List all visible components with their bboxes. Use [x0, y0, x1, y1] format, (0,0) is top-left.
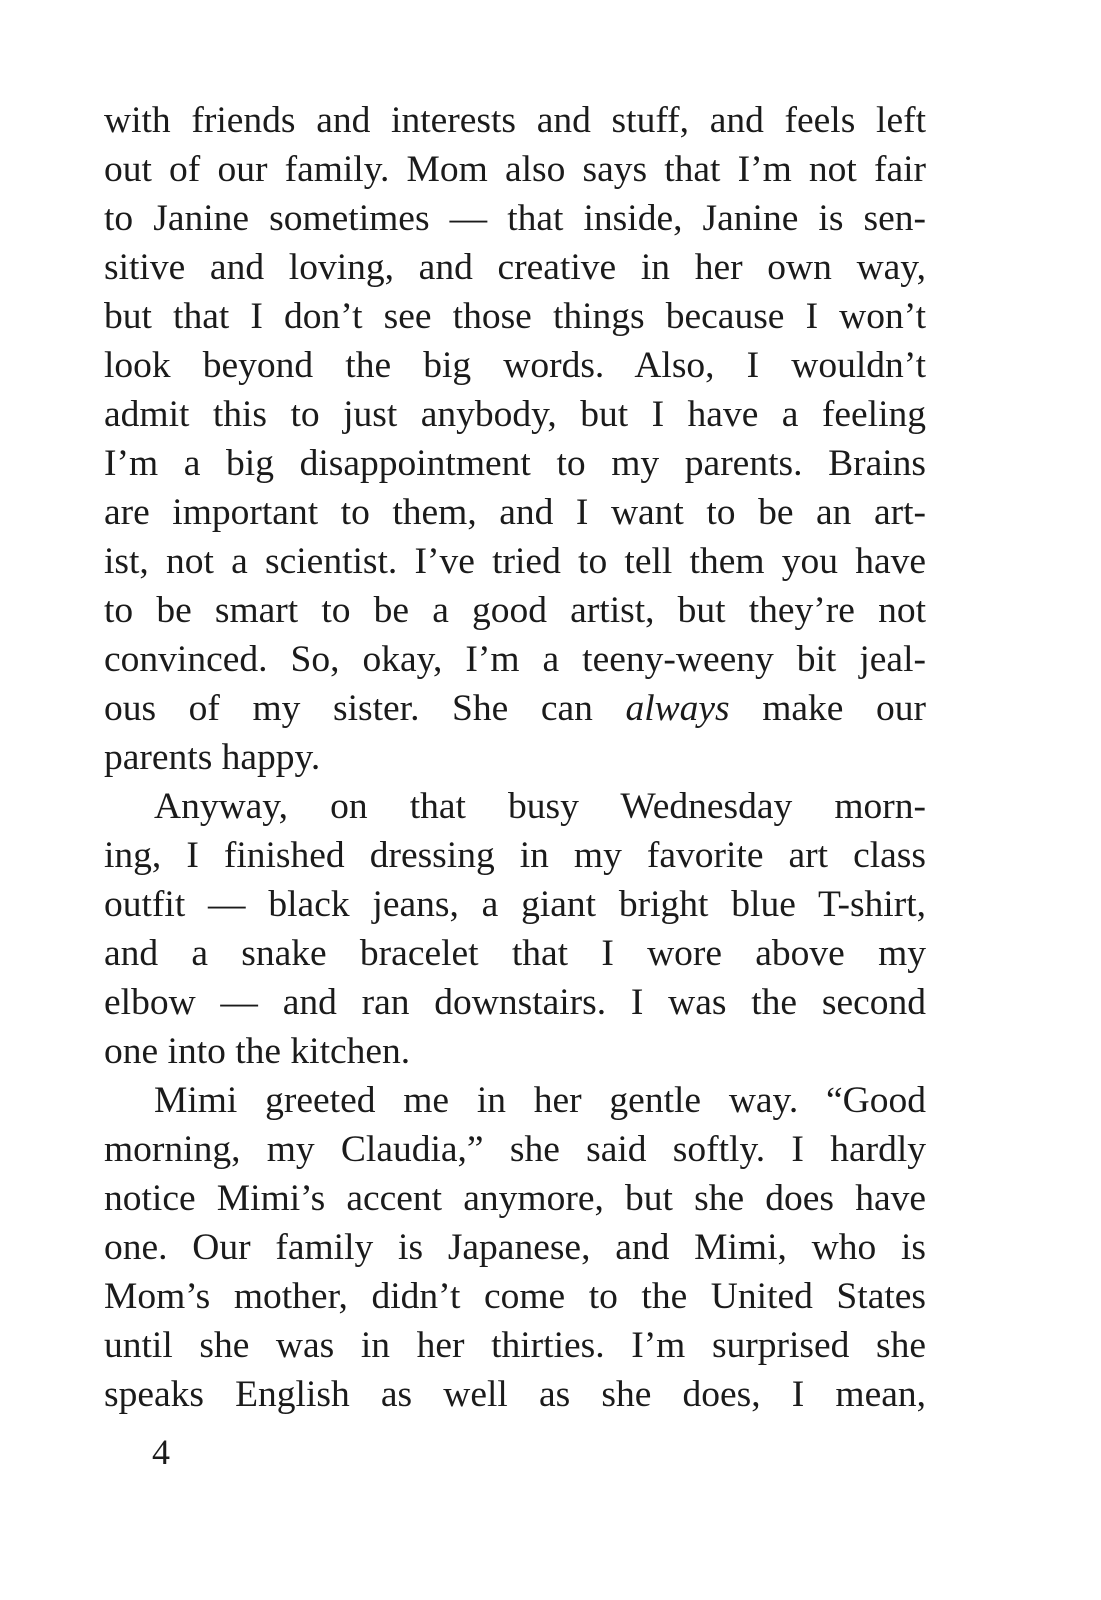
text-line — [104, 1174, 926, 1223]
text-line — [104, 390, 926, 439]
text-segment: ous of my sister. She can — [104, 688, 626, 729]
text-line — [104, 194, 926, 243]
text-line — [104, 1125, 926, 1174]
text-segment: to Janine sometimes — that inside, Janine is sen- — [104, 198, 926, 239]
text-segment: speaks English as well as she does, I mean, — [104, 1374, 926, 1415]
text-line — [104, 684, 926, 733]
text-line — [104, 243, 926, 292]
text-line — [104, 537, 926, 586]
text-line — [104, 1321, 926, 1370]
text-line — [104, 978, 926, 1027]
body-text — [104, 96, 926, 1419]
text-segment: and a snake bracelet that I wore above my — [104, 933, 926, 974]
text-line — [104, 1370, 926, 1419]
text-segment: Mimi greeted me in her gentle way. “Good — [154, 1080, 926, 1121]
text-line — [104, 488, 926, 537]
text-segment: ist, not a scientist. I’ve tried to tell them you have — [104, 541, 926, 582]
text-line — [104, 880, 926, 929]
text-line — [104, 831, 926, 880]
text-line — [104, 635, 926, 684]
text-line — [104, 145, 926, 194]
text-segment: ing, I finished dressing in my favorite art class — [104, 835, 926, 876]
emphasized-text: always — [625, 688, 730, 729]
text-line — [104, 929, 926, 978]
text-segment: look beyond the big words. Also, I wouldn’t — [104, 345, 926, 386]
text-segment: notice Mimi’s accent anymore, but she does have — [104, 1178, 926, 1219]
text-segment: one into the kitchen. — [104, 1031, 411, 1072]
text-line — [104, 1272, 926, 1321]
text-segment: Anyway, on that busy Wednesday morn- — [154, 786, 926, 827]
text-line — [104, 439, 926, 488]
text-line — [104, 341, 926, 390]
text-segment: out of our family. Mom also says that I’m not fair — [104, 149, 926, 190]
text-segment: outfit — black jeans, a giant bright blue T-shirt, — [104, 884, 926, 925]
text-segment: with friends and interests and stuff, and feels left — [104, 100, 926, 141]
text-segment: until she was in her thirties. I’m surprised she — [104, 1325, 926, 1366]
text-segment: sitive and loving, and creative in her own way, — [104, 247, 926, 288]
text-segment: make our — [729, 688, 926, 729]
text-segment: convinced. So, okay, I’m a teeny-weeny bit jeal- — [104, 639, 926, 680]
text-line — [104, 733, 926, 782]
text-segment: Mom’s mother, didn’t come to the United States — [104, 1276, 926, 1317]
page-number: 4 — [152, 1432, 170, 1472]
text-line — [104, 1076, 926, 1125]
text-segment: to be smart to be a good artist, but they’re not — [104, 590, 926, 631]
text-segment: elbow — and ran downstairs. I was the second — [104, 982, 926, 1023]
text-segment: admit this to just anybody, but I have a feeling — [104, 394, 926, 435]
text-line — [104, 292, 926, 341]
text-line — [104, 1223, 926, 1272]
text-segment: one. Our family is Japanese, and Mimi, who is — [104, 1227, 926, 1268]
text-segment: I’m a big disappointment to my parents. Brains — [104, 443, 926, 484]
text-segment: morning, my Claudia,” she said softly. I hardly — [104, 1129, 926, 1170]
text-line — [104, 782, 926, 831]
text-segment: but that I don’t see those things because I won’t — [104, 296, 926, 337]
text-segment: parents happy. — [104, 737, 321, 778]
text-line — [104, 96, 926, 145]
text-line — [104, 1027, 926, 1076]
text-segment: are important to them, and I want to be an art- — [104, 492, 926, 533]
text-line — [104, 586, 926, 635]
